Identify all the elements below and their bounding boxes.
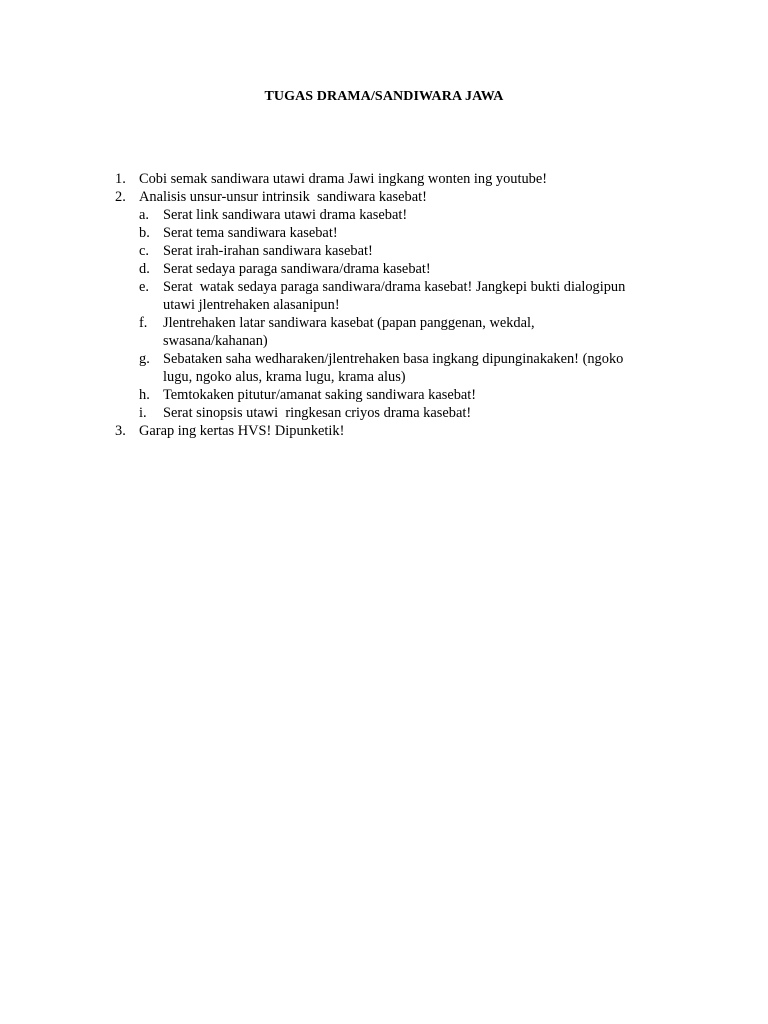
sublist-item-f-marker: f. bbox=[139, 315, 148, 331]
sublist-item-e-text bbox=[163, 278, 683, 314]
sublist-item-b-marker: b. bbox=[139, 225, 150, 241]
list-item-2-marker: 2. bbox=[115, 189, 126, 205]
sublist-item-d-text: Serat sedaya paraga sandiwara/drama kasebat! bbox=[163, 261, 431, 277]
sublist-item-f-text bbox=[163, 314, 683, 350]
list-item-3-marker: 3. bbox=[115, 423, 126, 439]
document-title: TUGAS DRAMA/SANDIWARA JAWA bbox=[264, 89, 504, 104]
sublist-item-h-text: Temtokaken pitutur/amanat saking sandiwara kasebat! bbox=[163, 387, 477, 403]
sublist-item-g-line-2: lugu, ngoko alus, krama lugu, krama alus) bbox=[163, 369, 406, 385]
sublist-item-f bbox=[0, 314, 768, 350]
sublist-item-i-text: Serat sinopsis utawi ringkesan criyos drama kasebat! bbox=[163, 405, 472, 421]
list-item-3 bbox=[0, 422, 768, 440]
sublist-item-c-text: Serat irah-irahan sandiwara kasebat! bbox=[163, 243, 373, 259]
list-item-1-text: Cobi semak sandiwara utawi drama Jawi ingkang wonten ing youtube! bbox=[139, 171, 548, 187]
list-item-2-text: Analisis unsur-unsur intrinsik sandiwara kasebat! bbox=[139, 189, 427, 205]
list-item-2 bbox=[0, 188, 768, 206]
sublist-item-e-line-1: Serat watak sedaya paraga sandiwara/drama kasebat! Jangkepi bukti dialogipun bbox=[163, 279, 626, 295]
sublist-item-e-line-2: utawi jlentrehaken alasanipun! bbox=[163, 297, 340, 313]
sublist-item-a-marker: a. bbox=[139, 207, 149, 223]
sublist-item-c bbox=[0, 242, 768, 260]
sublist-item-e-marker: e. bbox=[139, 279, 149, 295]
sublist-item-f-line-1: Jlentrehaken latar sandiwara kasebat (papan panggenan, wekdal, bbox=[163, 315, 535, 331]
list-item-1-marker: 1. bbox=[115, 171, 126, 187]
sublist-item-g-line-1: Sebataken saha wedharaken/jlentrehaken basa ingkang dipunginakaken! (ngoko bbox=[163, 351, 624, 367]
sublist-item-h bbox=[0, 386, 768, 404]
sublist-item-b-text: Serat tema sandiwara kasebat! bbox=[163, 225, 338, 241]
sublist-item-i bbox=[0, 404, 768, 422]
sublist-item-a-text: Serat link sandiwara utawi drama kasebat! bbox=[163, 207, 408, 223]
sublist-item-a bbox=[0, 206, 768, 224]
sublist-item-g-text bbox=[163, 350, 683, 386]
sublist-item-h-marker: h. bbox=[139, 387, 150, 403]
sublist-item-d-marker: d. bbox=[139, 261, 150, 277]
sublist-item-c-marker: c. bbox=[139, 243, 149, 259]
sublist-item-b bbox=[0, 224, 768, 242]
sublist-item-g-marker: g. bbox=[139, 351, 150, 367]
list-item-1 bbox=[0, 170, 768, 188]
sublist-item-g bbox=[0, 350, 768, 386]
sublist-item-i-marker: i. bbox=[139, 405, 147, 421]
sublist-item-e bbox=[0, 278, 768, 314]
sublist-item-d bbox=[0, 260, 768, 278]
task-list bbox=[0, 170, 768, 440]
sublist-item-f-line-2: swasana/kahanan) bbox=[163, 333, 268, 349]
list-item-3-text: Garap ing kertas HVS! Dipunketik! bbox=[139, 423, 345, 439]
